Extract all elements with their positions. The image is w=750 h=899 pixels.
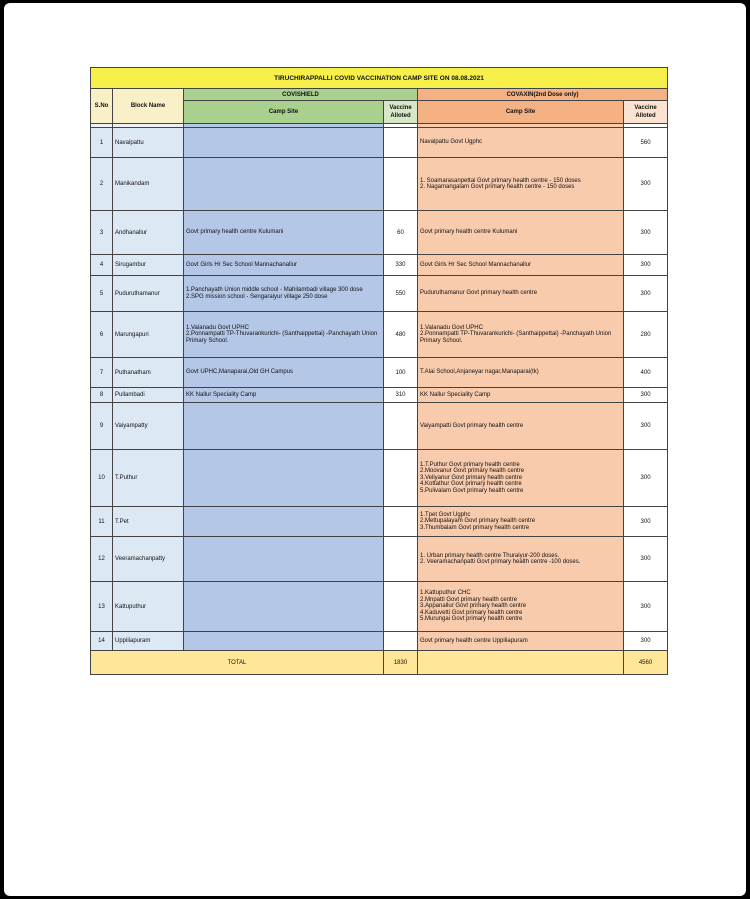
table-row [91,537,668,582]
block-name-cell: Pullambadi [113,388,184,403]
block-name-cell: Andhanallur [113,211,184,255]
vaccination-camp-table [90,67,668,675]
covishield-alloted-cell [384,632,418,651]
header-covaxin-vaccine-alloted: Vaccine Alloted [624,101,668,124]
covishield-alloted-cell: 330 [384,255,418,276]
table-title: TIRUCHIRAPPALLI COVID VACCINATION CAMP SITE ON 08.08.2021 [91,68,668,89]
table-row [91,312,668,358]
sno-cell: 7 [91,358,113,388]
covishield-site-cell [184,582,384,632]
table-row [91,507,668,537]
covishield-alloted-cell [384,537,418,582]
total-covaxin: 4560 [624,651,668,675]
covaxin-site-cell: KK Nallur Speciality Camp [418,388,624,403]
covaxin-site-cell: 1. Soamarasanpettai Govt primary health centre - 150 doses 2. Nagamangalam Govt primary health centre - 150 doses [418,158,624,211]
header-covishield: COVISHIELD [184,89,418,101]
table-row [91,255,668,276]
covishield-alloted-cell: 550 [384,276,418,312]
covishield-site-cell: Govt primary health centre Kulumani [184,211,384,255]
covishield-site-cell [184,158,384,211]
table-row [91,450,668,507]
covaxin-site-cell: 1.T.Puthur Govt primary health centre 2.Moovanur Govt primary health centre 3.Veliyanur Govt primary health centre 4.Kottathur Govt primary health centre 5.Pulivalam Govt primary health centre [418,450,624,507]
sno-cell: 1 [91,128,113,158]
sno-cell: 8 [91,388,113,403]
covaxin-site-cell: 1. Urban primary health centre Thuraiyur-200 doses. 2. Veeramachanpatti Govt primary health centre -100 doses. [418,537,624,582]
covaxin-alloted-cell: 300 [624,507,668,537]
block-name-cell: Navalpattu [113,128,184,158]
total-row [91,651,668,675]
block-name-cell: T.Pet [113,507,184,537]
header-covishield-camp-site: Camp Site [184,101,384,124]
total-spacer [418,651,624,675]
table-row [91,388,668,403]
covishield-site-cell: 1.Valanadu Govt UPHC 2.Ponnampatti TP-Thuvarankurichi- (Santhaippettai) -Panchayath Union Primary School. [184,312,384,358]
block-name-cell: Puduruthamanur [113,276,184,312]
sno-cell: 10 [91,450,113,507]
covaxin-site-cell: Govt primary health centre Kulumani [418,211,624,255]
covishield-site-cell [184,632,384,651]
covishield-site-cell: Govt Girls Hr Sec School Mannachanallur [184,255,384,276]
covishield-alloted-cell [384,403,418,450]
covaxin-alloted-cell: 300 [624,255,668,276]
covishield-alloted-cell [384,507,418,537]
sno-cell: 6 [91,312,113,358]
block-name-cell: T.Puthur [113,450,184,507]
total-covishield: 1830 [384,651,418,675]
block-name-cell: Sirugambur [113,255,184,276]
covaxin-alloted-cell: 300 [624,158,668,211]
covaxin-site-cell: Puduruthamanur Govt primary health centre [418,276,624,312]
header-covishield-vaccine-alloted: Vaccine Alloted [384,101,418,124]
block-name-cell: Marungapuri [113,312,184,358]
covaxin-site-cell: 1.Tpet Govt Ugphc 2.Mettupalayam Govt primary health centre 3.Thumbalam Govt primary health centre [418,507,624,537]
sno-cell: 11 [91,507,113,537]
covaxin-site-cell: T.Alai School,Anjaneyar nagar,Manaparai(tk) [418,358,624,388]
document-page [4,3,746,896]
covishield-site-cell [184,128,384,158]
covaxin-site-cell: Govt primary health centre Uppiliapuram [418,632,624,651]
covishield-site-cell: Govt UPHC,Manaparai,Old GH Campus [184,358,384,388]
sno-cell: 4 [91,255,113,276]
sno-cell: 13 [91,582,113,632]
covishield-alloted-cell: 100 [384,358,418,388]
table-row [91,582,668,632]
header-sno: S.No [91,89,113,124]
covaxin-alloted-cell: 300 [624,403,668,450]
header-covaxin: COVAXIN(2nd Dose only) [418,89,668,101]
covaxin-site-cell: Govt Girls Hr Sec School Mannachanallur [418,255,624,276]
covishield-alloted-cell [384,582,418,632]
covaxin-alloted-cell: 300 [624,450,668,507]
covaxin-alloted-cell: 300 [624,582,668,632]
covishield-alloted-cell [384,128,418,158]
covaxin-alloted-cell: 560 [624,128,668,158]
block-name-cell: Manikandam [113,158,184,211]
sno-cell: 5 [91,276,113,312]
covaxin-site-cell: Vaiyampatti Govt primary health centre [418,403,624,450]
covishield-site-cell: KK Nallur Speciality Camp [184,388,384,403]
covaxin-site-cell: 1.Valanadu Govt UPHC 2.Ponnampatti TP-Thuvarankurichi- (Santhaippettai) -Panchayath Union Primary School. [418,312,624,358]
block-name-cell: Uppiliapuram [113,632,184,651]
covishield-site-cell [184,403,384,450]
sno-cell: 3 [91,211,113,255]
header-block-name: Block Name [113,89,184,124]
table-row [91,632,668,651]
covishield-alloted-cell: 480 [384,312,418,358]
covishield-site-cell [184,450,384,507]
header-covaxin-camp-site: Camp Site [418,101,624,124]
covaxin-alloted-cell: 300 [624,276,668,312]
covishield-site-cell [184,537,384,582]
sno-cell: 12 [91,537,113,582]
covaxin-site-cell: 1.Kattuputhur CHC 2.Mnpatti Govt primary health centre 3.Appanallur Govt primary health centre 4.Kaduvetti Govt primary health centre 5.Murungai Govt primary health centre [418,582,624,632]
table-row [91,211,668,255]
sno-cell: 9 [91,403,113,450]
covishield-alloted-cell [384,158,418,211]
covishield-site-cell [184,507,384,537]
covishield-alloted-cell [384,450,418,507]
covaxin-alloted-cell: 300 [624,632,668,651]
block-name-cell: Kattuputhur [113,582,184,632]
block-name-cell: Vaiyampatty [113,403,184,450]
covaxin-alloted-cell: 300 [624,537,668,582]
block-name-cell: Puthanatham [113,358,184,388]
covaxin-site-cell: Navalpattu Govt Ugphc [418,128,624,158]
total-label: TOTAL [91,651,384,675]
covaxin-alloted-cell: 300 [624,211,668,255]
covishield-alloted-cell: 60 [384,211,418,255]
table-row [91,128,668,158]
table-row [91,403,668,450]
covishield-alloted-cell: 310 [384,388,418,403]
covishield-site-cell: 1.Panchayath Union middle school - Mahilambadi village 300 dose 2.SPG mission school - Sengaraiyur village 250 dose [184,276,384,312]
sno-cell: 2 [91,158,113,211]
table-row [91,358,668,388]
table-row [91,276,668,312]
table-row [91,158,668,211]
covaxin-alloted-cell: 400 [624,358,668,388]
block-name-cell: Veeramachanpatty [113,537,184,582]
sno-cell: 14 [91,632,113,651]
covaxin-alloted-cell: 280 [624,312,668,358]
covaxin-alloted-cell: 300 [624,388,668,403]
